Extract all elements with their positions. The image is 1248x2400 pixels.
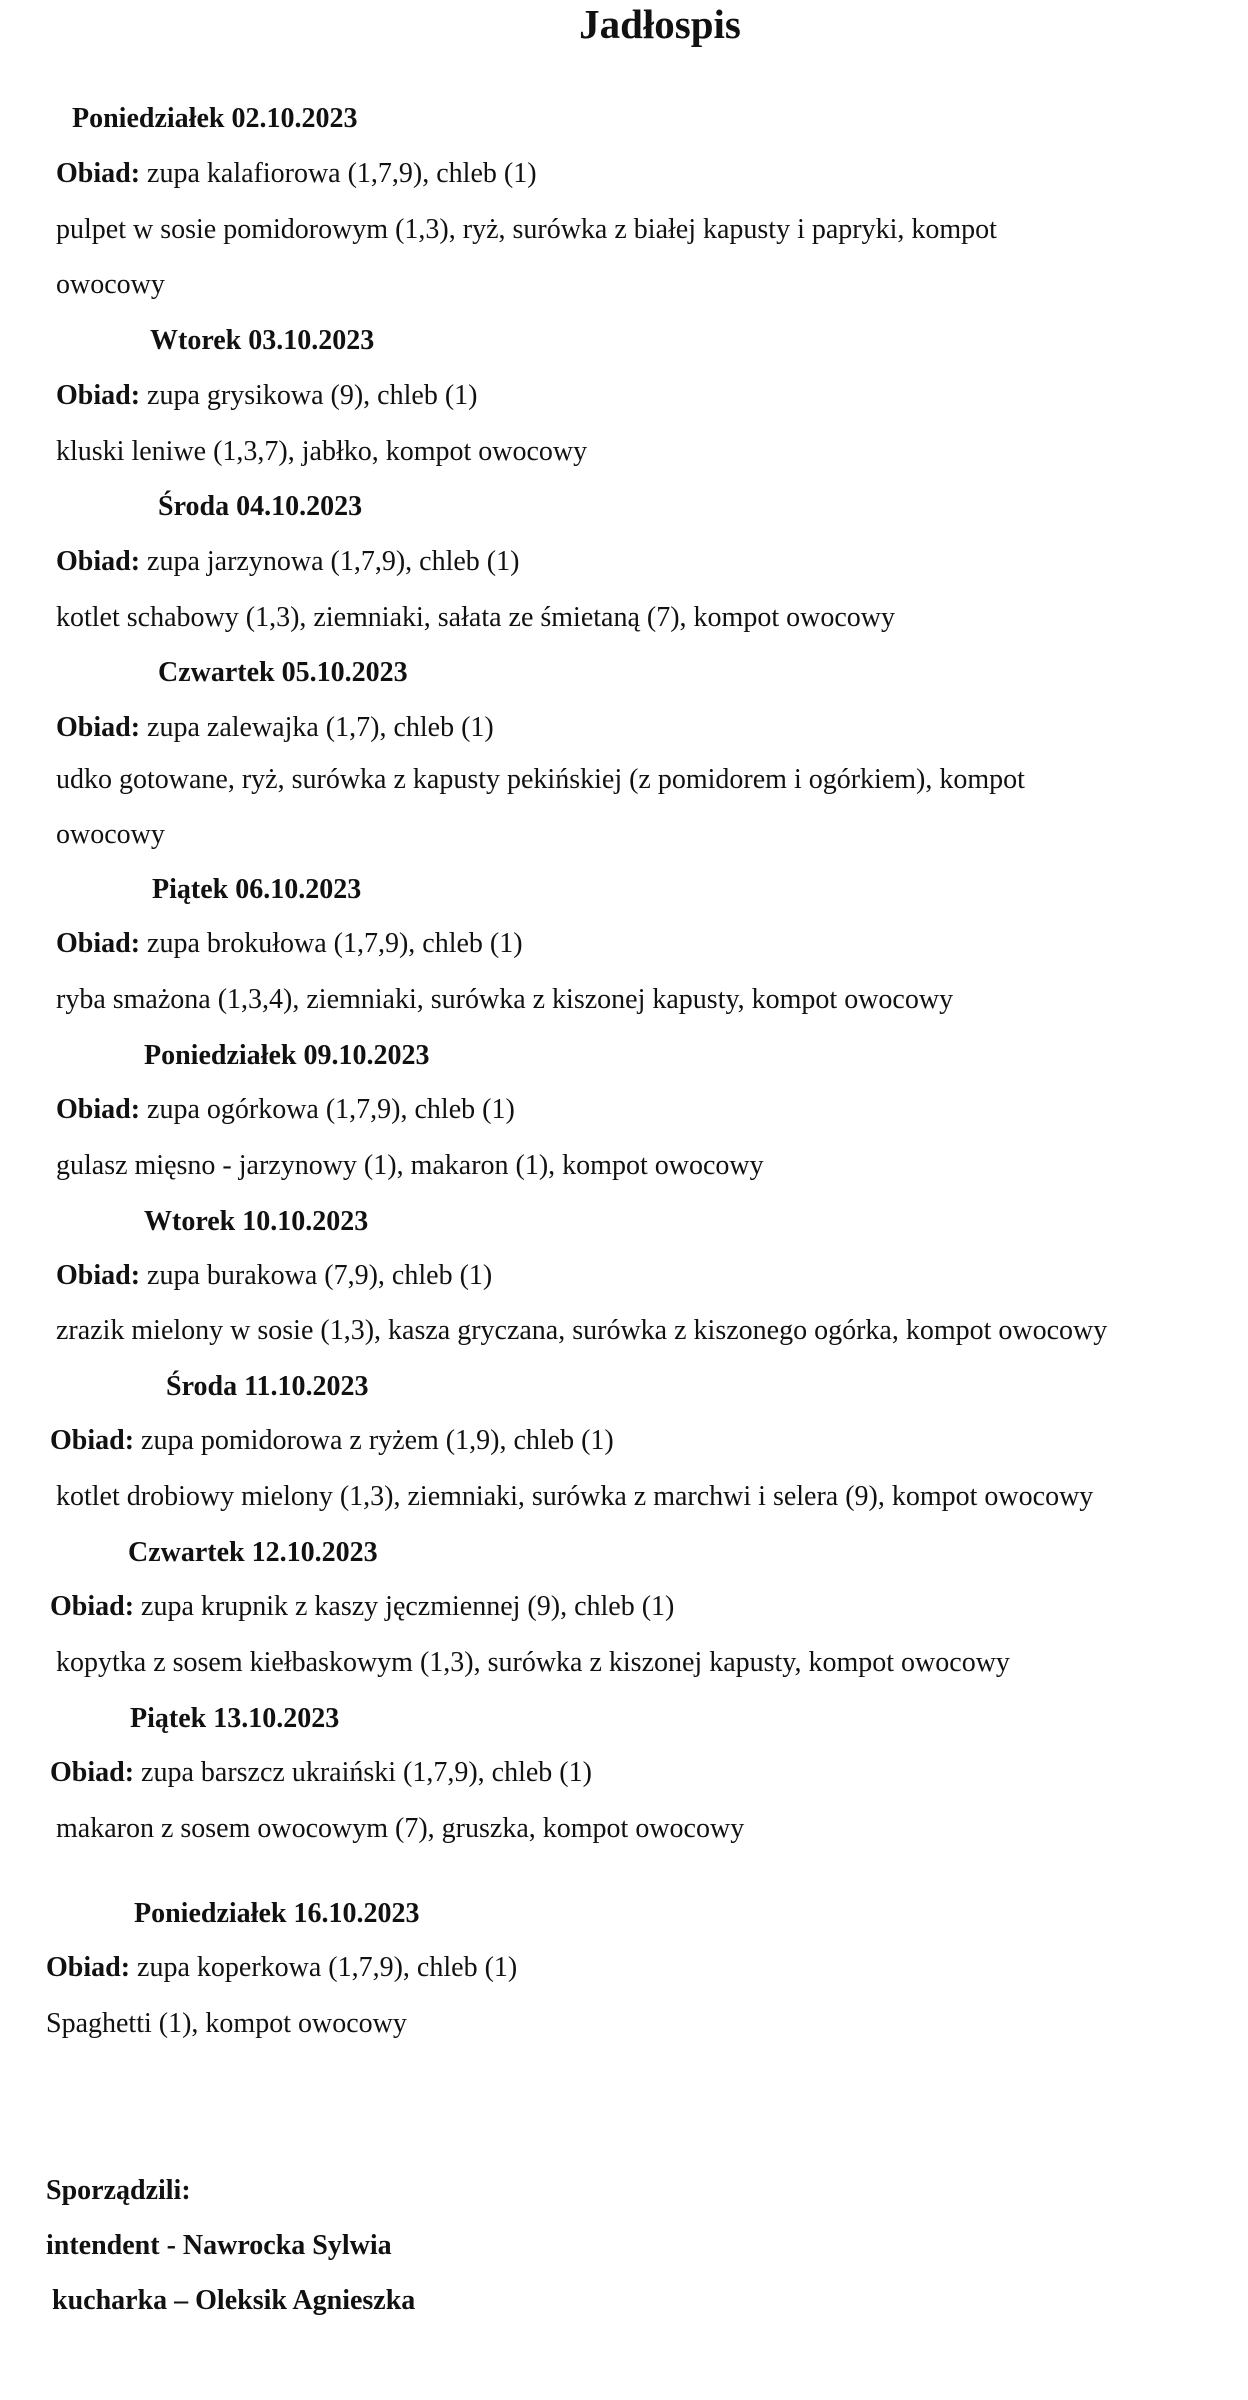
meal-label: Obiad: (50, 1591, 135, 1622)
day-date: Poniedziałek 02.10.2023 (72, 103, 358, 134)
soup-line (56, 1094, 515, 1126)
meal-label: Obiad: (50, 1757, 135, 1788)
meal-label: Obiad: (56, 1260, 141, 1291)
day-date: Poniedziałek 16.10.2023 (134, 1898, 420, 1929)
main-course: gulasz mięsno - jarzynowy (1), makaron (1), kompot owocowy (56, 1150, 764, 1181)
main-course: kotlet schabowy (1,3), ziemniaki, sałata ze śmietaną (7), kompot owocowy (56, 602, 895, 633)
signature-cook: kucharka – Oleksik Agnieszka (52, 2285, 416, 2316)
day-date: Czwartek 05.10.2023 (158, 657, 408, 688)
soup-text: zupa jarzynowa (1,7,9), chleb (1) (140, 546, 520, 577)
meal-label: Obiad: (56, 1094, 141, 1125)
soup-text: zupa krupnik z kaszy jęczmiennej (9), chleb (1) (134, 1591, 675, 1622)
main-course-cont: owocowy (56, 819, 165, 850)
soup-text: zupa zalewajka (1,7), chleb (1) (140, 712, 494, 743)
soup-line (56, 380, 477, 412)
soup-line (56, 928, 523, 960)
meal-label: Obiad: (56, 158, 141, 189)
day-date: Czwartek 12.10.2023 (128, 1537, 378, 1568)
day-date: Środa 11.10.2023 (166, 1371, 369, 1402)
soup-text: zupa koperkowa (1,7,9), chleb (1) (130, 1952, 518, 1983)
soup-line (56, 712, 494, 744)
soup-text: zupa burakowa (7,9), chleb (1) (140, 1260, 493, 1291)
main-course: makaron z sosem owocowym (7), gruszka, kompot owocowy (56, 1813, 745, 1844)
soup-line (56, 546, 519, 578)
soup-line (50, 1591, 674, 1623)
soup-text: zupa grysikowa (9), chleb (1) (140, 380, 478, 411)
main-course: kluski leniwe (1,3,7), jabłko, kompot owocowy (56, 436, 588, 467)
day-date: Wtorek 03.10.2023 (150, 325, 375, 356)
meal-label: Obiad: (56, 380, 141, 411)
soup-line (50, 1425, 614, 1457)
signatures-heading: Sporządzili: (46, 2175, 191, 2206)
soup-line (46, 1952, 517, 1984)
day-date: Poniedziałek 09.10.2023 (144, 1040, 430, 1071)
main-course-cont: owocowy (56, 269, 165, 300)
soup-text: zupa ogórkowa (1,7,9), chleb (1) (140, 1094, 515, 1125)
page-title: Jadłospis (579, 1, 741, 47)
day-date: Wtorek 10.10.2023 (144, 1206, 369, 1237)
soup-text: zupa pomidorowa z ryżem (1,9), chleb (1) (134, 1425, 614, 1456)
day-date: Piątek 06.10.2023 (152, 874, 362, 905)
meal-label: Obiad: (56, 928, 141, 959)
meal-label: Obiad: (50, 1425, 135, 1456)
soup-line (50, 1757, 592, 1789)
soup-text: zupa brokułowa (1,7,9), chleb (1) (140, 928, 523, 959)
day-date: Środa 04.10.2023 (158, 491, 363, 522)
main-course: kotlet drobiowy mielony (1,3), ziemniaki, surówka z marchwi i selera (9), kompot owocowy (56, 1481, 1094, 1512)
meal-label: Obiad: (56, 546, 141, 577)
soup-text: zupa barszcz ukraiński (1,7,9), chleb (1) (134, 1757, 592, 1788)
signature-intendent: intendent - Nawrocka Sylwia (46, 2230, 392, 2261)
main-course: Spaghetti (1), kompot owocowy (46, 2008, 407, 2039)
main-course: udko gotowane, ryż, surówka z kapusty pekińskiej (z pomidorem i ogórkiem), kompot (56, 764, 1025, 795)
meal-label: Obiad: (46, 1952, 131, 1983)
soup-line (56, 158, 537, 190)
meal-label: Obiad: (56, 712, 141, 743)
day-date: Piątek 13.10.2023 (130, 1703, 340, 1734)
soup-text: zupa kalafiorowa (1,7,9), chleb (1) (140, 158, 537, 189)
main-course: zrazik mielony w sosie (1,3), kasza gryczana, surówka z kiszonego ogórka, kompot owocowy (56, 1315, 1108, 1346)
main-course: pulpet w sosie pomidorowym (1,3), ryż, surówka z białej kapusty i papryki, kompot (56, 214, 997, 245)
main-course: ryba smażona (1,3,4), ziemniaki, surówka z kiszonej kapusty, kompot owocowy (56, 984, 954, 1015)
main-course: kopytka z sosem kiełbaskowym (1,3), surówka z kiszonej kapusty, kompot owocowy (56, 1647, 1010, 1678)
soup-line (56, 1260, 492, 1292)
